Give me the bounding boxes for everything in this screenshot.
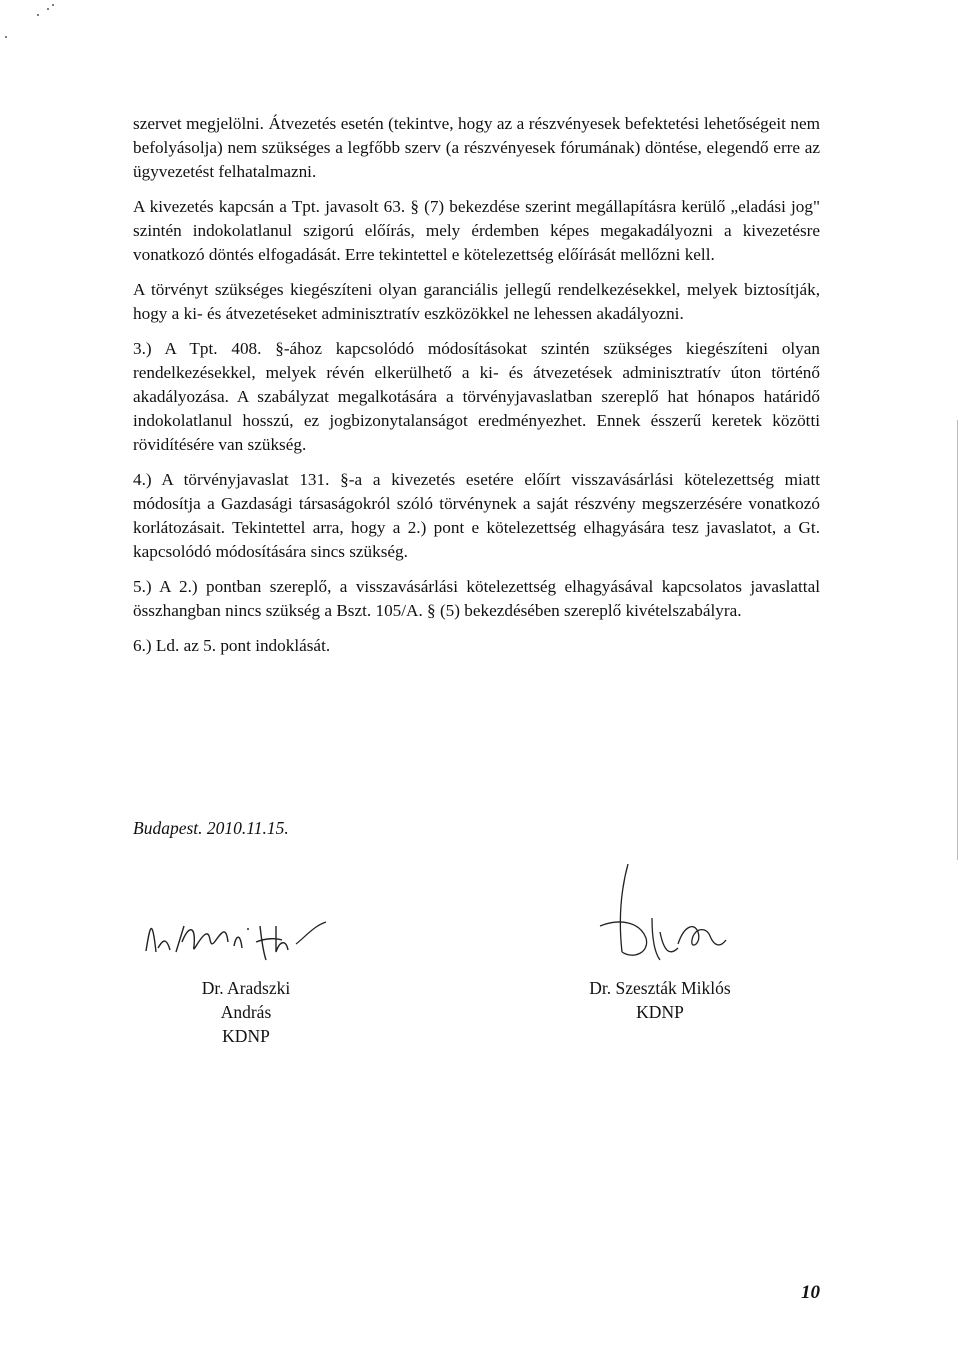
paragraph: 6.) Ld. az 5. pont indoklását. (133, 636, 331, 655)
scan-edge-line (957, 420, 958, 860)
paragraph: A kivezetés kapcsán a Tpt. javasolt 63. § (7) bekezdése szerint megállapításra kerülő „eladási jog" szintén indokolatlanul szigorú előírás, mely érdemben képes megakadályozni a kivezetésre vonatkozó döntés elfogadását. Erre tekintettel e kötelezettség előírását mellőzni kell. (133, 197, 820, 264)
document-date: Budapest. 2010.11.15. (133, 818, 289, 838)
handwritten-signature-left (136, 856, 336, 976)
signatory-name: Dr. Szeszták Miklós (589, 978, 731, 998)
paragraph: 3.) A Tpt. 408. §-ához kapcsolódó módosításokat szintén szükséges kiegészíteni olyan rendelkezésekkel, melyek révén elkerülhető a ki- és átvezetések adminisztratív úton történő akadályozása. A szabályzat megalkotására a törvényjavaslatban szereplő hat hónapos határidő indokolatlanul hosszú, ez jogbizonytalanságot eredményezhet. Ennek ésszerű keretek közötti rövidítésére van szükség. (133, 339, 820, 454)
paragraph: szervet megjelölni. Átvezetés esetén (tekintve, hogy az a részvényesek befektetési lehetőségeit nem befolyásolja) nem szükséges a legfőbb szerv (a részvényesek fórumának) döntése, elegendő erre az ügyvezetést felhatalmazni. (133, 114, 820, 181)
page-number: 10 (801, 1282, 820, 1303)
signature-block-left (176, 856, 316, 1048)
signature-block-right (560, 856, 760, 1024)
paragraph: 5.) A 2.) pontban szereplő, a visszavásárlási kötelezettség elhagyásával kapcsolatos javaslattal összhangban nincs szükség a Bszt. 105/A. § (5) bekezdésében szereplő kivételszabályra. (133, 577, 820, 620)
signatory-party: KDNP (636, 1002, 684, 1022)
paragraph: 4.) A törvényjavaslat 131. §-a a kivezetés esetére előírt visszavásárlási kötelezettség miatt módosítja a Gazdasági társaságokról szóló törvénynek a saját részvény megszerzésére vonatkozó korlátozásait. Tekintettel arra, hogy a 2.) pont e kötelezettség elhagyására tesz javaslatot, a Gt. kapcsolódó módosítására sincs szükség. (133, 470, 820, 561)
handwritten-signature-right (560, 856, 760, 976)
signatory-name: Dr. Aradszki András (201, 978, 291, 1022)
paragraph: A törvényt szükséges kiegészíteni olyan garanciális jellegű rendelkezésekkel, melyek biztosítják, hogy a ki- és átvezetéseket adminisztratív eszközökkel ne lehessen akadályozni. (133, 280, 820, 323)
body-text (133, 112, 820, 669)
signatory-party: KDNP (222, 1026, 270, 1046)
